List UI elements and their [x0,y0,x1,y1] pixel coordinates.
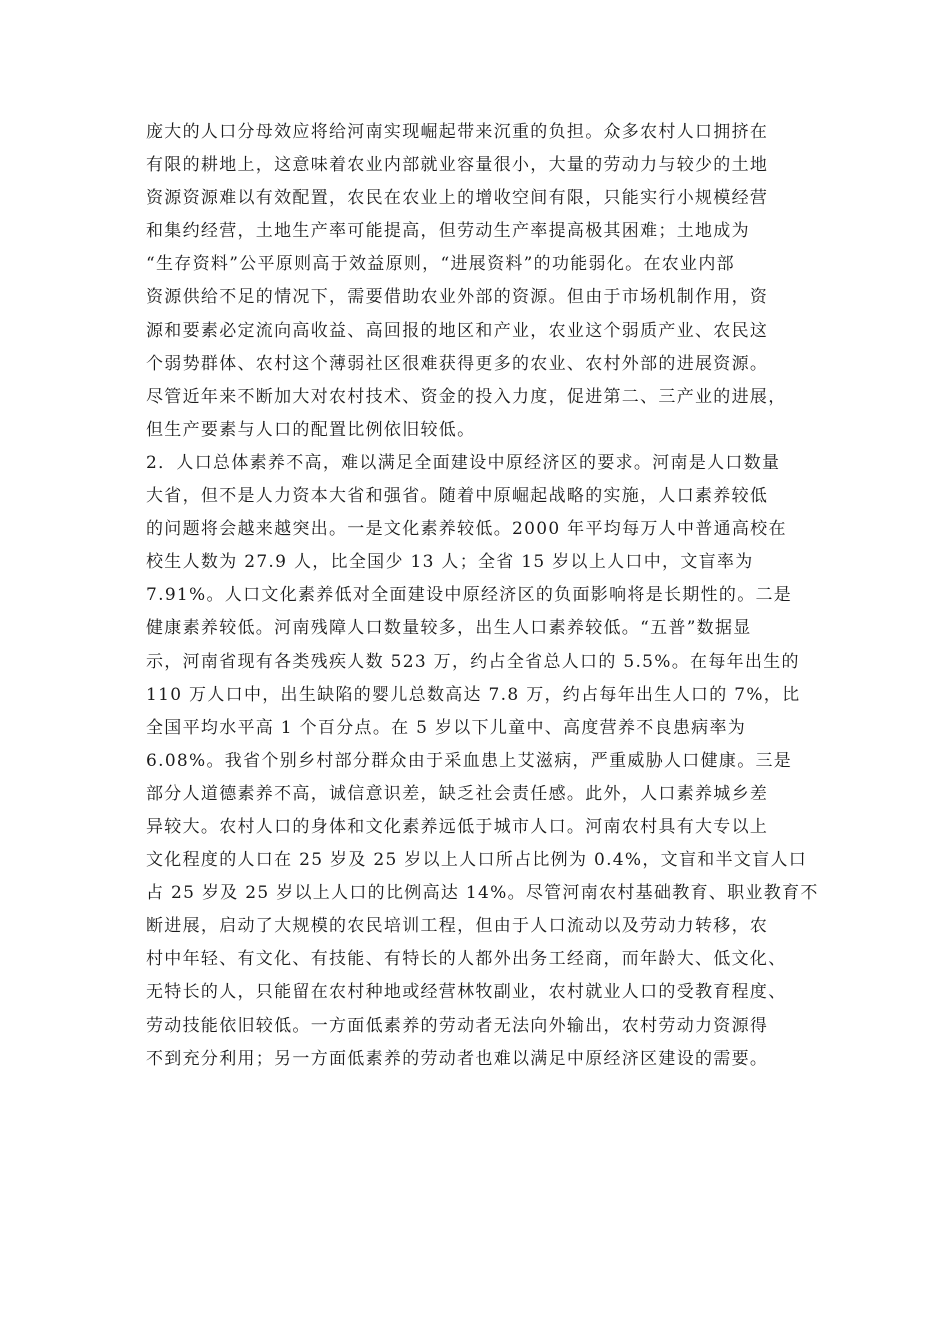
text-line: 异较大。农村人口的身体和文化素养远低于城市人口。河南农村具有大专以上 [146,816,769,837]
text-line: “生存资料”公平原则高于效益原则，“进展资料”的功能弱化。在农业内部 [146,254,735,275]
text-line: 无特长的人，只能留在农村种地或经营林牧副业，农村就业人口的受教育程度、 [146,982,787,1003]
text-line: 6.08%。我省个别乡村部分群众由于采血患上艾滋病，严重威胁人口健康。三是 [146,750,793,771]
text-line: 示，河南省现有各类残疾人数 523 万，约占全省总人口的 5.5%。在每年出生的 [146,651,800,672]
text-line: 个弱势群体、农村这个薄弱社区很难获得更多的农业、农村外部的进展资源。 [146,353,769,374]
text-line: 村中年轻、有文化、有技能、有特长的人都外出务工经商，而年龄大、低文化、 [146,949,787,970]
text-line: 不到充分利用；另一方面低素养的劳动者也难以满足中原经济区建设的需要。 [146,1048,769,1069]
text-line: 的问题将会越来越突出。一是文化素养较低。2000 年平均每万人中普通高校在 [146,519,787,540]
text-line: 2．人口总体素养不高，难以满足全面建设中原经济区的要求。河南是人口数量 [146,452,781,473]
text-line: 占 25 岁及 25 岁以上人口的比例高达 14%。尽管河南农村基础教育、职业教育不 [146,883,819,904]
text-line: 资源资源难以有效配置，农民在农业上的增收空间有限，只能实行小规模经营 [146,188,769,209]
body-text [146,116,826,1076]
text-line: 7.91%。人口文化素养低对全面建设中原经济区的负面影响将是长期性的。二是 [146,585,793,606]
text-line: 资源供给不足的情况下，需要借助农业外部的资源。但由于市场机制作用，资 [146,287,769,308]
text-line: 和集约经营，土地生产率可能提高，但劳动生产率提高极其困难；土地成为 [146,221,750,242]
text-line: 但生产要素与人口的配置比例依旧较低。 [146,419,476,440]
text-line: 全国平均水平高 1 个百分点。在 5 岁以下儿童中、高度营养不良患病率为 [146,717,747,738]
text-line: 庞大的人口分母效应将给河南实现崛起带来沉重的负担。众多农村人口拥挤在 [146,122,769,142]
text-line: 校生人数为 27.9 人，比全国少 13 人；全省 15 岁以上人口中，文盲率为 [146,552,754,573]
text-line: 110 万人口中，出生缺陷的婴儿总数高达 7.8 万，约占每年出生人口的 7%，比 [146,684,801,705]
text-line: 断进展，启动了大规模的农民培训工程，但由于人口流动以及劳动力转移，农 [146,916,769,937]
text-line: 尽管近年来不断加大对农村技术、资金的投入力度，促进第二、三产业的进展， [146,386,787,407]
text-line: 大省，但不是人力资本大省和强省。随着中原崛起战略的实施，人口素养较低 [146,486,769,507]
text-line: 源和要素必定流向高收益、高回报的地区和产业，农业这个弱质产业、农民这 [146,320,769,341]
text-line: 有限的耕地上，这意味着农业内部就业容量很小，大量的劳动力与较少的土地 [146,155,769,176]
text-line: 劳动技能依旧较低。一方面低素养的劳动者无法向外输出，农村劳动力资源得 [146,1015,769,1036]
text-line: 文化程度的人口在 25 岁及 25 岁以上人口所占比例为 0.4%，文盲和半文盲人口 [146,850,808,871]
text-line: 健康素养较低。河南残障人口数量较多，出生人口素养较低。“五普”数据显 [146,618,752,639]
text-line: 部分人道德素养不高，诚信意识差，缺乏社会责任感。此外，人口素养城乡差 [146,783,769,804]
